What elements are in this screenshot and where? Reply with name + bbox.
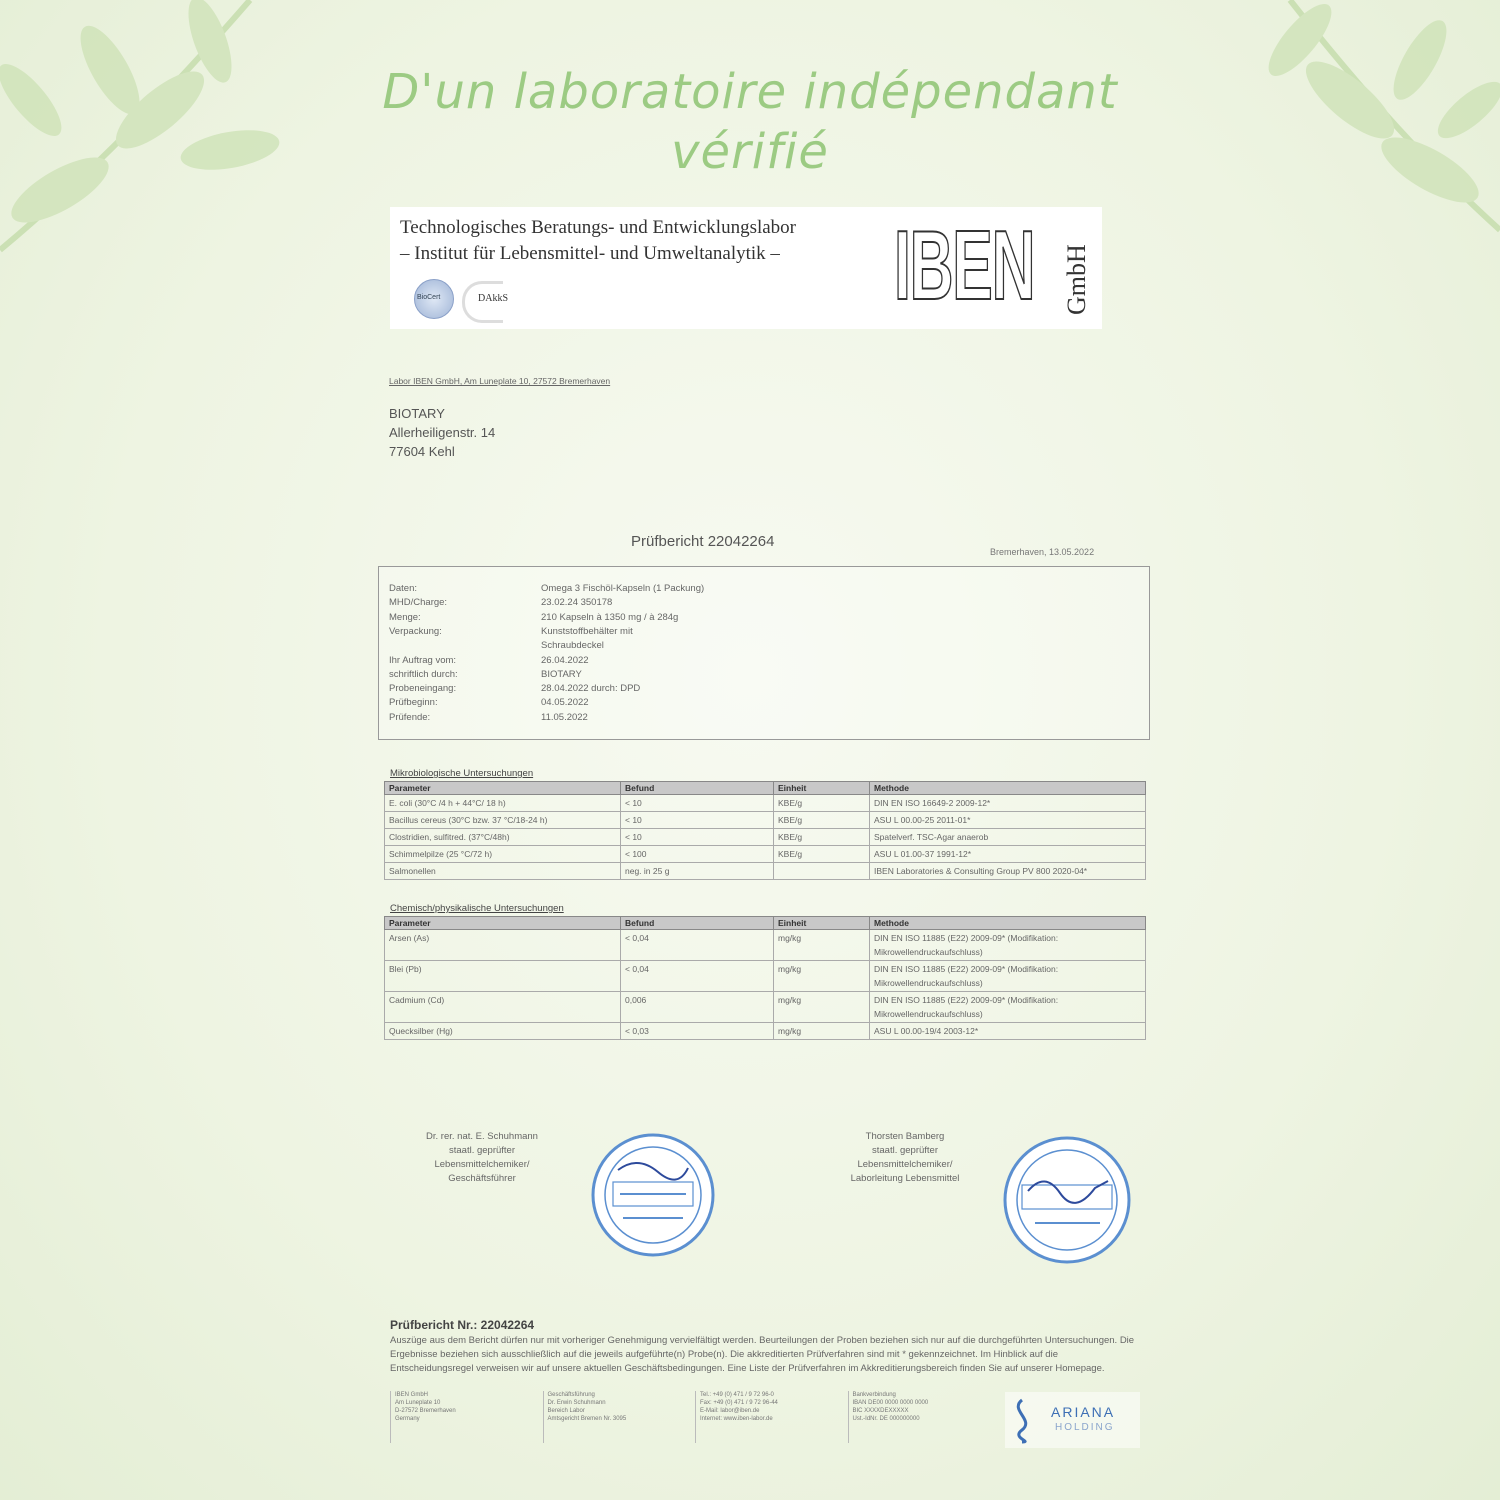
footer-column <box>848 1391 1001 1443</box>
table-cell: Clostridien, sulfitred. (37°C/48h) <box>385 829 621 846</box>
table-cell: KBE/g <box>774 829 870 846</box>
iben-logo: IBEN <box>894 210 1035 320</box>
biocert-badge-icon <box>414 279 454 319</box>
table-row <box>385 1023 1146 1040</box>
footer-column-line: E-Mail: labor@iben.de <box>700 1408 760 1414</box>
table-cell: ASU L 01.00-37 1991-12* <box>870 846 1146 863</box>
signatory-2-line: Lebensmittelchemiker/ <box>857 1159 953 1170</box>
info-value: 28.04.2022 durch: DPD <box>541 683 641 695</box>
chem-header-einheit: Einheit <box>774 917 870 930</box>
table-cell: Salmonellen <box>385 863 621 880</box>
footer-column-line: Internet: www.iben-labor.de <box>700 1416 773 1422</box>
signatory-2 <box>815 1130 995 1186</box>
info-value: BIOTARY <box>541 668 582 680</box>
table-cell: Quecksilber (Hg) <box>385 1023 621 1040</box>
stamp-seal-1-icon <box>588 1130 718 1260</box>
report-title: Prüfbericht 22042264 <box>631 533 775 550</box>
table-cell: Cadmium (Cd) <box>385 992 621 1023</box>
footer-column-line: Geschäftsführung <box>547 1392 595 1398</box>
info-label: Menge: <box>389 611 421 623</box>
chem-header-befund: Befund <box>621 917 774 930</box>
footer-column-line: Bankverbindung <box>852 1392 896 1398</box>
table-cell: mg/kg <box>774 1023 870 1040</box>
headline-line-1: D'un laboratoire indépendant <box>382 64 1118 120</box>
footer-column <box>695 1391 848 1443</box>
table-cell: KBE/g <box>774 846 870 863</box>
table-cell: mg/kg <box>774 930 870 961</box>
table-cell: < 0,04 <box>621 961 774 992</box>
lab-name-line-2: – Institut für Lebensmittel- und Umweltanalytik – <box>400 243 780 264</box>
recipient-name: BIOTARY <box>389 406 445 421</box>
lab-name-line-1: Technologisches Beratungs- und Entwicklungslabor <box>400 217 797 238</box>
signatory-2-line: Laborleitung Lebensmittel <box>850 1173 960 1184</box>
footer-column-line: Ust.-IdNr. DE 000000000 <box>852 1416 920 1422</box>
footer-disclaimer: Auszüge aus dem Bericht dürfen nur mit vorheriger Genehmigung vervielfältigt werden. Beurteilungen der Proben beziehen sich nur auf die durchgeführten Untersuchungen. Die Ergebnisse beziehen sich ausschließlich auf die jeweils aufgeführte(n) Probe(n). Die akkreditierten Prüfverfahren sind mit * gekennzeichnet. Im Hinblick auf die Entscheidungsregel verweisen wir auf unsere aktuellen Geschäftsbedingungen. Eine Liste der Prüfverfahren im Akkreditierungsbereich finden Sie auf unserer Homepage. <box>390 1335 1135 1374</box>
headline-line-2: vérifié <box>671 124 829 180</box>
info-label: Daten: <box>389 583 417 594</box>
info-value: 11.05.2022 <box>541 711 588 723</box>
table-cell: KBE/g <box>774 812 870 829</box>
info-value: 26.04.2022 <box>541 654 589 666</box>
chem-header-parameter: Parameter <box>385 917 621 930</box>
info-label: Ihr Auftrag vom: <box>389 654 457 666</box>
micro-table <box>384 781 1146 880</box>
footer-column <box>543 1391 696 1443</box>
recipient-street: Allerheiligenstr. 14 <box>389 425 496 440</box>
table-cell <box>774 863 870 880</box>
report-date: Bremerhaven, 13.05.2022 <box>990 547 1095 557</box>
footer-column-line: IBAN DE00 0000 0000 0000 <box>852 1400 929 1406</box>
chem-section-title: Chemisch/physikalische Untersuchungen <box>390 903 564 914</box>
page-headline <box>0 62 1500 182</box>
footer-column-line: Germany <box>395 1416 420 1422</box>
footer-column-line: IBEN GmbH <box>395 1392 429 1398</box>
table-cell: < 100 <box>621 846 774 863</box>
table-cell: < 0,03 <box>621 1023 774 1040</box>
table-cell: Arsen (As) <box>385 930 621 961</box>
micro-header-einheit: Einheit <box>774 782 870 795</box>
table-cell: IBEN Laboratories & Consulting Group PV 800 2020-04* <box>870 863 1146 880</box>
ariana-brand: ARIANA <box>1051 1404 1116 1420</box>
table-cell: KBE/g <box>774 795 870 812</box>
footer-column-line: Am Luneplate 10 <box>395 1400 441 1406</box>
signatory-1-line: Dr. rer. nat. E. Schuhmann <box>426 1131 538 1142</box>
footer-column-line: Bereich Labor <box>547 1408 585 1414</box>
info-value: 23.02.24 350178 <box>541 597 613 609</box>
info-value: 210 Kapseln à 1350 mg / à 284g <box>541 611 679 623</box>
table-row <box>385 795 1146 812</box>
signatory-2-line: staatl. geprüfter <box>871 1145 938 1156</box>
info-value: Schraubdeckel <box>541 640 604 652</box>
footer-column-line: BIC XXXXDEXXXXX <box>852 1408 909 1414</box>
table-row <box>385 930 1146 961</box>
signatory-1-line: Lebensmittelchemiker/ <box>434 1159 530 1170</box>
table-cell: ASU L 00.00-25 2011-01* <box>870 812 1146 829</box>
footer-company-info <box>390 1391 1000 1443</box>
table-cell: Bacillus cereus (30°C bzw. 37 °C/18-24 h) <box>385 812 621 829</box>
table-cell: ASU L 00.00-19/4 2003-12* <box>870 1023 1146 1040</box>
table-cell: < 0,04 <box>621 930 774 961</box>
table-row <box>385 961 1146 992</box>
info-label: schriftlich durch: <box>389 668 458 680</box>
info-label: MHD/Charge: <box>389 597 448 609</box>
ariana-brand-sub: HOLDING <box>1055 1422 1115 1433</box>
info-label: Probeneingang: <box>389 683 457 695</box>
signatory-2-line: Thorsten Bamberg <box>865 1131 945 1142</box>
ariana-holding-logo <box>1005 1392 1140 1448</box>
table-cell: Schimmelpilze (25 °C/72 h) <box>385 846 621 863</box>
info-label: Prüfende: <box>389 711 431 723</box>
table-cell: E. coli (30°C /4 h + 44°C/ 18 h) <box>385 795 621 812</box>
footer-column-line: Fax: +49 (0) 471 / 9 72 96-44 <box>700 1400 778 1406</box>
table-cell: < 10 <box>621 795 774 812</box>
table-cell: < 10 <box>621 812 774 829</box>
table-row <box>385 992 1146 1023</box>
table-row <box>385 846 1146 863</box>
signatory-1-line: staatl. geprüfter <box>448 1145 515 1156</box>
sender-line: Labor IBEN GmbH, Am Luneplate 10, 27572 Bremerhaven <box>389 376 611 386</box>
footer-column-line: D-27572 Bremerhaven <box>395 1408 456 1414</box>
footer-column <box>390 1391 543 1443</box>
table-cell: < 10 <box>621 829 774 846</box>
chem-table <box>384 916 1146 1040</box>
micro-header-befund: Befund <box>621 782 774 795</box>
micro-header-parameter: Parameter <box>385 782 621 795</box>
table-cell: mg/kg <box>774 992 870 1023</box>
table-row <box>385 812 1146 829</box>
footer-column-line: Tel.: +49 (0) 471 / 9 72 96-0 <box>700 1392 774 1398</box>
info-value: Omega 3 Fischöl-Kapseln (1 Packung) <box>541 583 705 594</box>
micro-header-methode: Methode <box>870 782 1146 795</box>
table-cell: DIN EN ISO 11885 (E22) 2009-09* (Modifikation: Mikrowellendruckaufschluss) <box>870 961 1146 992</box>
table-cell: neg. in 25 g <box>621 863 774 880</box>
footer-report-number: Prüfbericht Nr.: 22042264 <box>390 1318 535 1332</box>
info-value: Kunststoffbehälter mit <box>541 625 633 637</box>
recipient-city: 77604 Kehl <box>389 444 455 459</box>
badge-label-dakks: DAkkS <box>478 293 509 304</box>
gmbh-logo-text: GmbH <box>1062 244 1091 315</box>
chem-header-methode: Methode <box>870 917 1146 930</box>
ariana-logo-icon <box>1007 1396 1037 1444</box>
info-label: Verpackung: <box>389 625 442 637</box>
footer-column-line: Amtsgericht Bremen Nr. 3095 <box>547 1416 627 1422</box>
table-row <box>385 829 1146 846</box>
table-row <box>385 863 1146 880</box>
table-cell: Spatelverf. TSC-Agar anaerob <box>870 829 1146 846</box>
table-cell: DIN EN ISO 11885 (E22) 2009-09* (Modifikation: Mikrowellendruckaufschluss) <box>870 992 1146 1023</box>
footer-column-line: Dr. Erwin Schuhmann <box>547 1400 606 1406</box>
table-cell: DIN EN ISO 11885 (E22) 2009-09* (Modifikation: Mikrowellendruckaufschluss) <box>870 930 1146 961</box>
signatory-1-line: Geschäftsführer <box>448 1173 516 1184</box>
table-cell: mg/kg <box>774 961 870 992</box>
table-cell: DIN EN ISO 16649-2 2009-12* <box>870 795 1146 812</box>
lab-letterhead <box>390 207 1102 329</box>
sample-info-box <box>378 566 1150 740</box>
badge-label-biocert: BioCert <box>417 294 441 301</box>
table-cell: 0,006 <box>621 992 774 1023</box>
info-value: 04.05.2022 <box>541 697 589 709</box>
stamp-seal-2-icon <box>1000 1133 1134 1267</box>
micro-section-title: Mikrobiologische Untersuchungen <box>390 768 534 779</box>
signatory-1 <box>392 1130 572 1186</box>
table-cell: Blei (Pb) <box>385 961 621 992</box>
info-label: Prüfbeginn: <box>389 697 438 709</box>
